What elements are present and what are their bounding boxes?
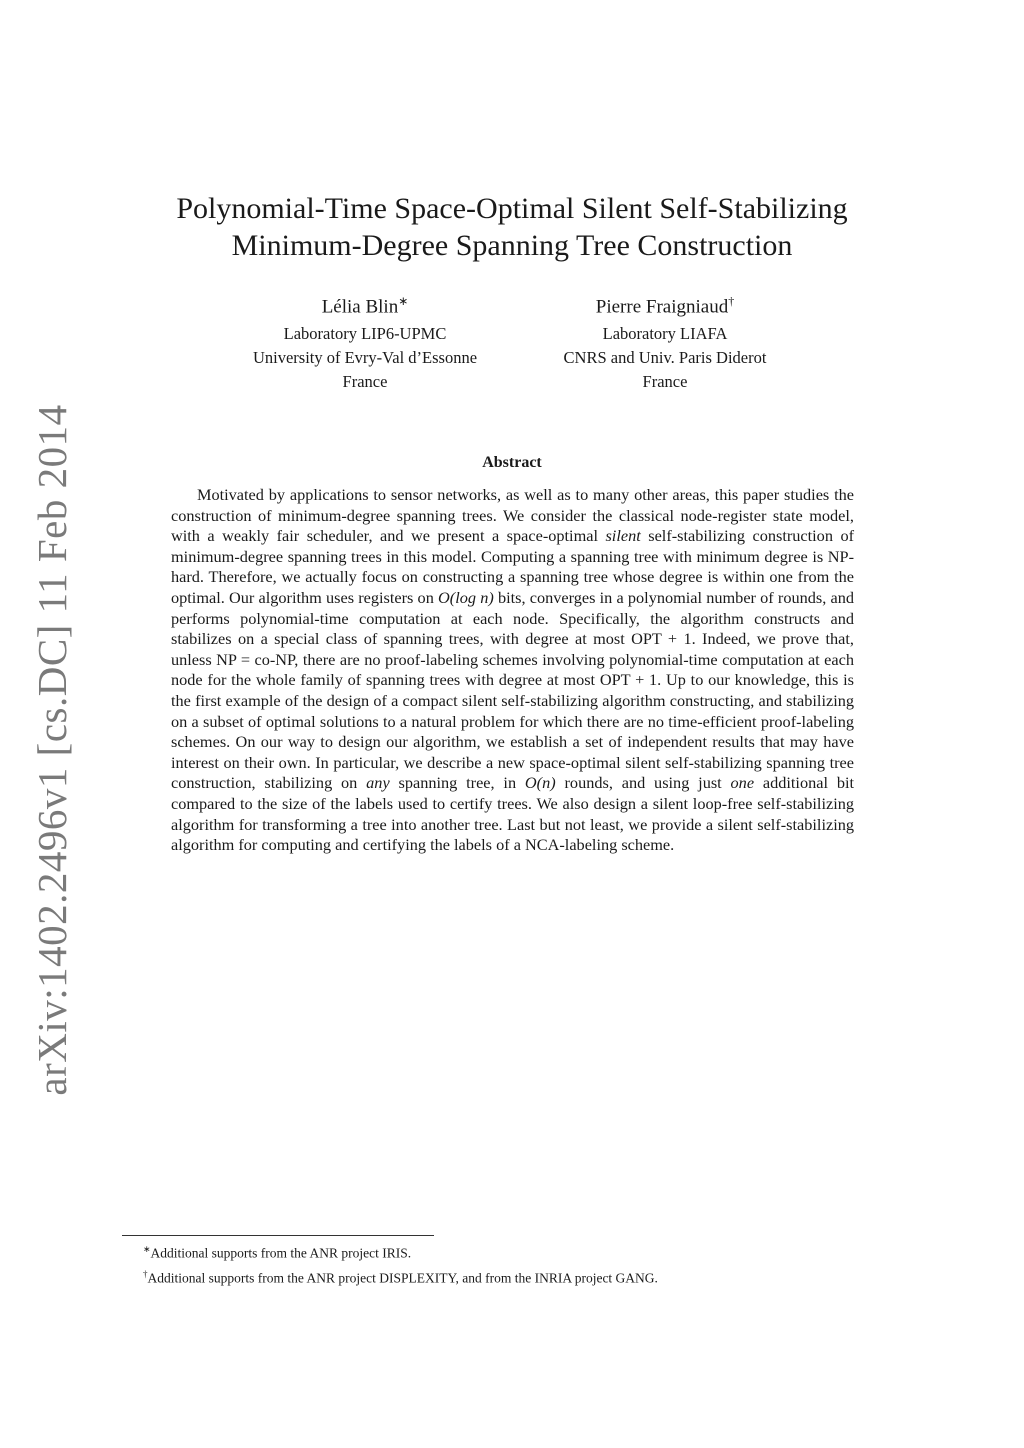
- footnote-mark: ∗: [398, 294, 409, 308]
- author-name: Lélia Blin∗: [321, 294, 409, 318]
- title-line-1: Polynomial-Time Space-Optimal Silent Self-Stabilizing: [176, 192, 848, 225]
- abstract-heading: Abstract: [482, 454, 542, 471]
- footnote-rule: [122, 1235, 434, 1236]
- author-affiliation-university: University of Evry-Val d’Essonne: [252, 348, 478, 368]
- title-line-2: Minimum-Degree Spanning Tree Construction: [231, 229, 793, 262]
- author-block-2: [515, 288, 815, 394]
- author-block-1: [215, 288, 515, 394]
- footnote-1: ∗Additional supports from the ANR project IRIS.: [143, 1244, 412, 1261]
- author-affiliation-lab: Laboratory LIP6-UPMC: [283, 324, 447, 344]
- arxiv-side-stamp: arXiv:1402.2496v1 [cs.DC] 11 Feb 2014: [29, 404, 75, 1096]
- footnote-2: †Additional supports from the ANR project DISPLEXITY, and from the INRIA project GANG.: [143, 1268, 658, 1285]
- footnotes: [143, 1239, 658, 1288]
- author-name: Pierre Fraigniaud†: [595, 294, 735, 318]
- footnote-mark: †: [728, 294, 735, 308]
- author-affiliation-lab: Laboratory LIAFA: [602, 324, 728, 344]
- paper-title: [0, 190, 1024, 264]
- author-affiliation-university: CNRS and Univ. Paris Diderot: [563, 348, 767, 368]
- author-affiliation-country: France: [642, 372, 688, 392]
- abstract-body: Motivated by applications to sensor networks, as well as to many other areas, this paper studies the construction of minimum-degree spanning trees. We consider the classical node-register state model, with a weakly fair scheduler, and we present a space-optimal silent self-stabilizing construction of minimum-degree spanning trees in this model. Computing a spanning tree with minimum degree is NP-hard. Therefore, we actually focus on constructing a spanning tree whose degree is within one from the optimal. Our algorithm uses registers on O(log n) bits, converges in a polynomial number of rounds, and performs polynomial-time computation at each node. Specifically, the algorithm constructs and stabilizes on a special class of spanning trees, with degree at most OPT + 1. Indeed, we prove that, unless NP = co-NP, there are no proof-labeling schemes involving polynomial-time computation at each node for the whole family of spanning trees with degree at most OPT + 1. Up to our knowledge, this is the first example of the design of a compact silent self-stabilizing algorithm constructing, and stabilizing on a subset of optimal solutions to a natural problem for which there are no time-efficient proof-labeling schemes. On our way to design our algorithm, we establish a set of independent results that may have interest on their own. In particular, we describe a new space-optimal silent self-stabilizing spanning tree construction, stabilizing on any spanning tree, in O(n) rounds, and using just one additional bit compared to the size of the labels used to certify trees. We also design a silent loop-free self-stabilizing algorithm for transforming a tree into another tree. Last but not least, we provide a silent self-stabilizing algorithm for computing and certifying the labels of a NCA-labeling scheme.: [171, 485, 855, 855]
- author-affiliation-country: France: [342, 372, 388, 392]
